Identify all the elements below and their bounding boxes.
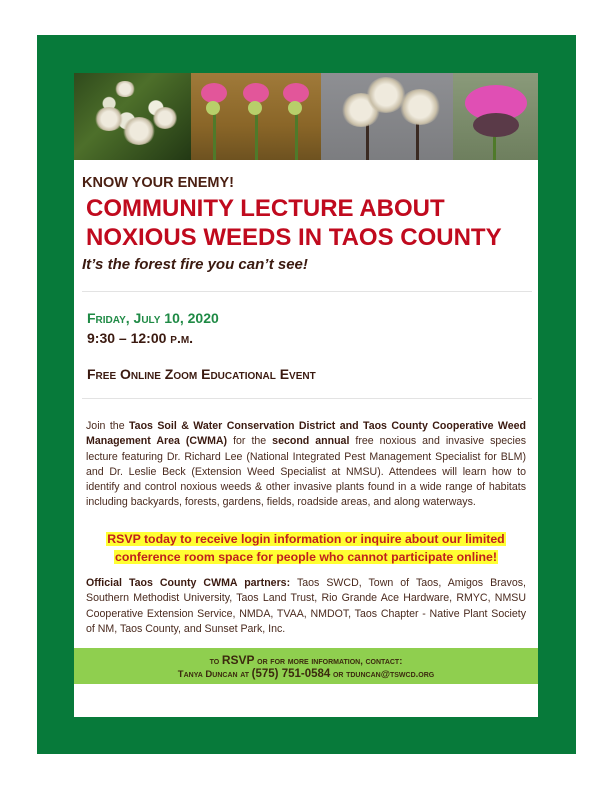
rsvp-line-1: RSVP today to receive login information or inquire about our limited [107,532,505,546]
contact-bar [74,648,538,684]
pink-knapweed-photo [191,73,321,160]
weed-photo-strip [74,73,538,160]
rsvp-word: RSVP [221,653,255,667]
description-paragraph [86,419,526,511]
white-flower-cluster-photo [74,73,191,160]
title-line-2: NOXIOUS WEEDS IN TAOS COUNTY [86,224,502,251]
contact-phone: (575) 751-0584 [251,668,331,680]
event-type: Free Online Zoom Educational Event [87,366,316,382]
contact-name: Tanya Duncan at [177,669,252,680]
purple-thistle-photo [453,73,538,160]
divider [82,398,532,399]
description-text: Join the [86,420,129,432]
divider [82,291,532,292]
dried-seedhead-photo [321,73,453,160]
partners-label: Official Taos County CWMA partners: [86,577,291,589]
rsvp-notice [86,530,526,566]
page-title [86,194,502,252]
partners-paragraph [86,576,526,637]
kicker-heading: KNOW YOUR ENEMY! [82,175,234,191]
contact-line-1 [74,654,538,668]
rsvp-line-2: conference room space for people who cannot participate online! [115,550,497,564]
title-line-1: COMMUNITY LECTURE ABOUT [86,195,445,222]
tagline: It’s the forest fire you can’t see! [82,256,308,273]
contact-text: or [330,669,347,680]
partners-list: Taos SWCD, Town of Taos, Amigos Bravos, Southern Methodist University, Taos Land Trust, Rio Grande Ace Hardware, RMYC, NMSU Cooperative Extension Service, NMDA, TVAA, NMDOT, Taos Chapter - Native Plant Society of NM, Taos County, and Sunset Park, Inc. [86,577,526,635]
contact-text: to [209,656,222,667]
event-date: Friday, July 10, 2020 [87,310,219,326]
contact-email[interactable]: tduncan@tswcd.org [346,669,435,680]
event-time: 9:30 – 12:00 p.m. [87,330,194,346]
contact-line-2 [74,668,538,681]
description-text: for the [227,435,273,448]
description-text: free noxious and invasive species lecture featuring Dr. Richard Lee (National Integrated Pest Management Specialist for BLM) and Dr. Leslie Beck (Extension Weed Specialist at NMSU). Attendees will learn how to identify and control noxious weeds & other invasive plants found in a wide range of habitats including backyards, forests, gardens, fields, roadside areas, and along waterways. [86,435,527,509]
organizer-names: Taos Soil & Water Conservation District and Taos County Cooperative Weed Management Area (CWMA) [86,420,526,448]
second-annual-emphasis: second annual [272,435,350,448]
contact-text: or for more information, contact: [254,656,403,667]
